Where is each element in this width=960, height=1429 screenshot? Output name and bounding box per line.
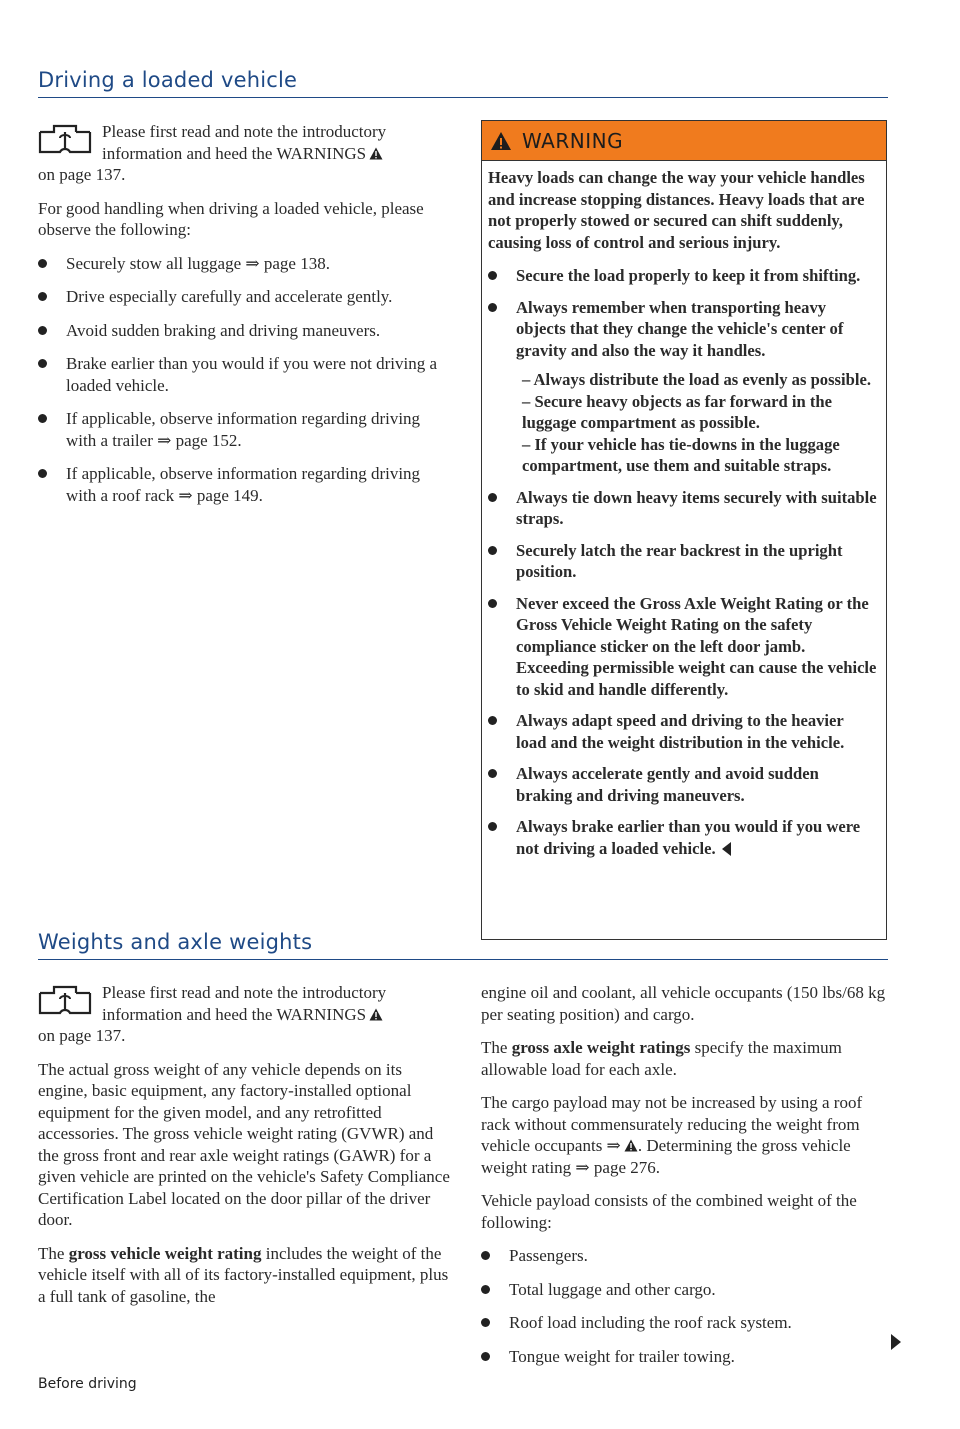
list-item bbox=[488, 297, 878, 362]
list-item: Always adapt speed and driving to the heavier load and the weight distribution in the vehicle. bbox=[488, 710, 878, 753]
warning-box bbox=[481, 120, 887, 940]
section-rule bbox=[38, 959, 888, 960]
warning-bullet-text: Always brake earlier than you would if you were not driving a loaded vehicle. bbox=[516, 817, 861, 858]
text-span: . Determining the gross vehicle weight rating ⇒ page 276. bbox=[481, 1136, 851, 1177]
para-gvwr bbox=[38, 1243, 450, 1308]
section-title-loaded-vehicle: Driving a loaded vehicle bbox=[38, 68, 298, 92]
list-item: Drive especially carefully and accelerate gently. bbox=[38, 286, 450, 308]
list-item: Always tie down heavy items securely with suitable straps. bbox=[488, 487, 878, 530]
warning-triangle-icon bbox=[369, 147, 383, 160]
warning-triangle-icon bbox=[624, 1139, 638, 1152]
warning-triangle-icon bbox=[490, 131, 512, 151]
para-engine-oil: engine oil and coolant, all vehicle occupants (150 lbs/68 kg per seating position) and cargo. bbox=[481, 983, 886, 1024]
warning-title: WARNING bbox=[522, 128, 624, 153]
end-of-section-icon bbox=[722, 842, 731, 856]
bold-term: gross axle weight ratings bbox=[511, 1038, 691, 1057]
para-gross-weight: The actual gross weight of any vehicle depends on its engine, basic equipment, any factory-installed optional equipment for the given model, and any retrofitted accessories. The gross vehicle weight rating (GVWR) and the gross front and rear axle weight ratings (GAWR) for a given vehicle are printed on the vehicle's Safety Compliance Certification Label located on the door pillar of the driver door. bbox=[38, 1059, 450, 1229]
list-item: Securely latch the rear backrest in the upright position. bbox=[488, 540, 878, 583]
warning-triangle-icon bbox=[369, 1008, 383, 1021]
bullet-list bbox=[481, 1245, 891, 1367]
intro-line1: Please first read and note the introductory bbox=[102, 983, 387, 1002]
text-span: specify the maximum allowable load for each axle. bbox=[481, 1038, 842, 1079]
list-item: Tongue weight for trailer towing. bbox=[481, 1346, 891, 1368]
intro-note bbox=[38, 121, 450, 186]
list-item: Total luggage and other cargo. bbox=[481, 1279, 891, 1301]
list-item: Passengers. bbox=[481, 1245, 891, 1267]
left-column-section2 bbox=[38, 982, 450, 1319]
para-vehicle-payload: Vehicle payload consists of the combined weight of the following: bbox=[481, 1191, 857, 1232]
continue-arrow-icon bbox=[891, 1334, 901, 1350]
book-icon bbox=[38, 985, 92, 1015]
left-column-section1 bbox=[38, 121, 450, 518]
text-span: The bbox=[38, 1243, 69, 1263]
intro-line2: information and heed the WARNINGS bbox=[102, 1004, 367, 1024]
list-item: If applicable, observe information regarding driving with a roof rack ⇒ page 149. bbox=[38, 463, 450, 506]
book-icon bbox=[38, 124, 92, 154]
intro-line3: on page 137. bbox=[38, 165, 126, 184]
text-span: includes the weight of the vehicle itself with all of its factory-installed equipment, plus a full tank of gasoline, the bbox=[38, 1243, 449, 1306]
list-item bbox=[488, 816, 878, 859]
page-footer: Before driving bbox=[38, 1376, 137, 1392]
intro-line1: Please first read and note the introductory bbox=[102, 122, 387, 141]
section-title-weights: Weights and axle weights bbox=[38, 930, 313, 954]
text-span: The cargo payload may not be increased by using a roof rack without commensurately reducing the weight from vehicle occupants ⇒ bbox=[481, 1093, 863, 1155]
list-item: Securely stow all luggage ⇒ page 138. bbox=[38, 253, 450, 275]
warning-header bbox=[482, 121, 886, 161]
list-item: If applicable, observe information regarding driving with a trailer ⇒ page 152. bbox=[38, 408, 450, 451]
text-span: The bbox=[481, 1038, 512, 1057]
section-rule bbox=[38, 97, 888, 98]
bold-term: gross vehicle weight rating bbox=[68, 1243, 262, 1263]
list-item: Always accelerate gently and avoid sudden braking and driving maneuvers. bbox=[488, 763, 878, 806]
warning-body bbox=[482, 161, 886, 859]
right-column-section2 bbox=[481, 982, 891, 1379]
para-good-handling: For good handling when driving a loaded vehicle, please observe the following: bbox=[38, 198, 424, 239]
list-item: Secure the load properly to keep it from shifting. bbox=[488, 265, 878, 287]
intro-line2: information and heed the WARNINGS bbox=[102, 143, 367, 163]
para-gawr bbox=[481, 1037, 891, 1080]
sub-item: – Always distribute the load as evenly as possible. bbox=[522, 370, 871, 389]
list-item: Avoid sudden braking and driving maneuvers. bbox=[38, 320, 450, 342]
intro-line3: on page 137. bbox=[38, 1026, 126, 1045]
sub-item: – Secure heavy objects as far forward in the luggage compartment as possible. bbox=[522, 391, 833, 432]
intro-note bbox=[38, 982, 450, 1047]
list-item: Roof load including the roof rack system. bbox=[481, 1312, 891, 1334]
list-item: Brake earlier than you would if you were not driving a loaded vehicle. bbox=[38, 353, 450, 396]
warning-intro: Heavy loads can change the way your vehicle handles and increase stopping distances. Heavy loads that are not properly stowed or secured can shift suddenly, causing loss of control and serious injury. bbox=[488, 168, 865, 252]
bullet-list bbox=[38, 253, 450, 507]
list-item: Never exceed the Gross Axle Weight Rating or the Gross Vehicle Weight Rating on the safety compliance sticker on the left door jamb. Exceeding permissible weight can cause the vehicle to skid and handle differently. bbox=[488, 593, 878, 701]
warning-bullet-text: Always remember when transporting heavy objects that they change the vehicle's center of gravity and also the way it handles. bbox=[516, 297, 844, 360]
para-cargo-payload bbox=[481, 1092, 891, 1178]
sub-item: – If your vehicle has tie-downs in the luggage compartment, use them and suitable straps. bbox=[522, 434, 840, 475]
